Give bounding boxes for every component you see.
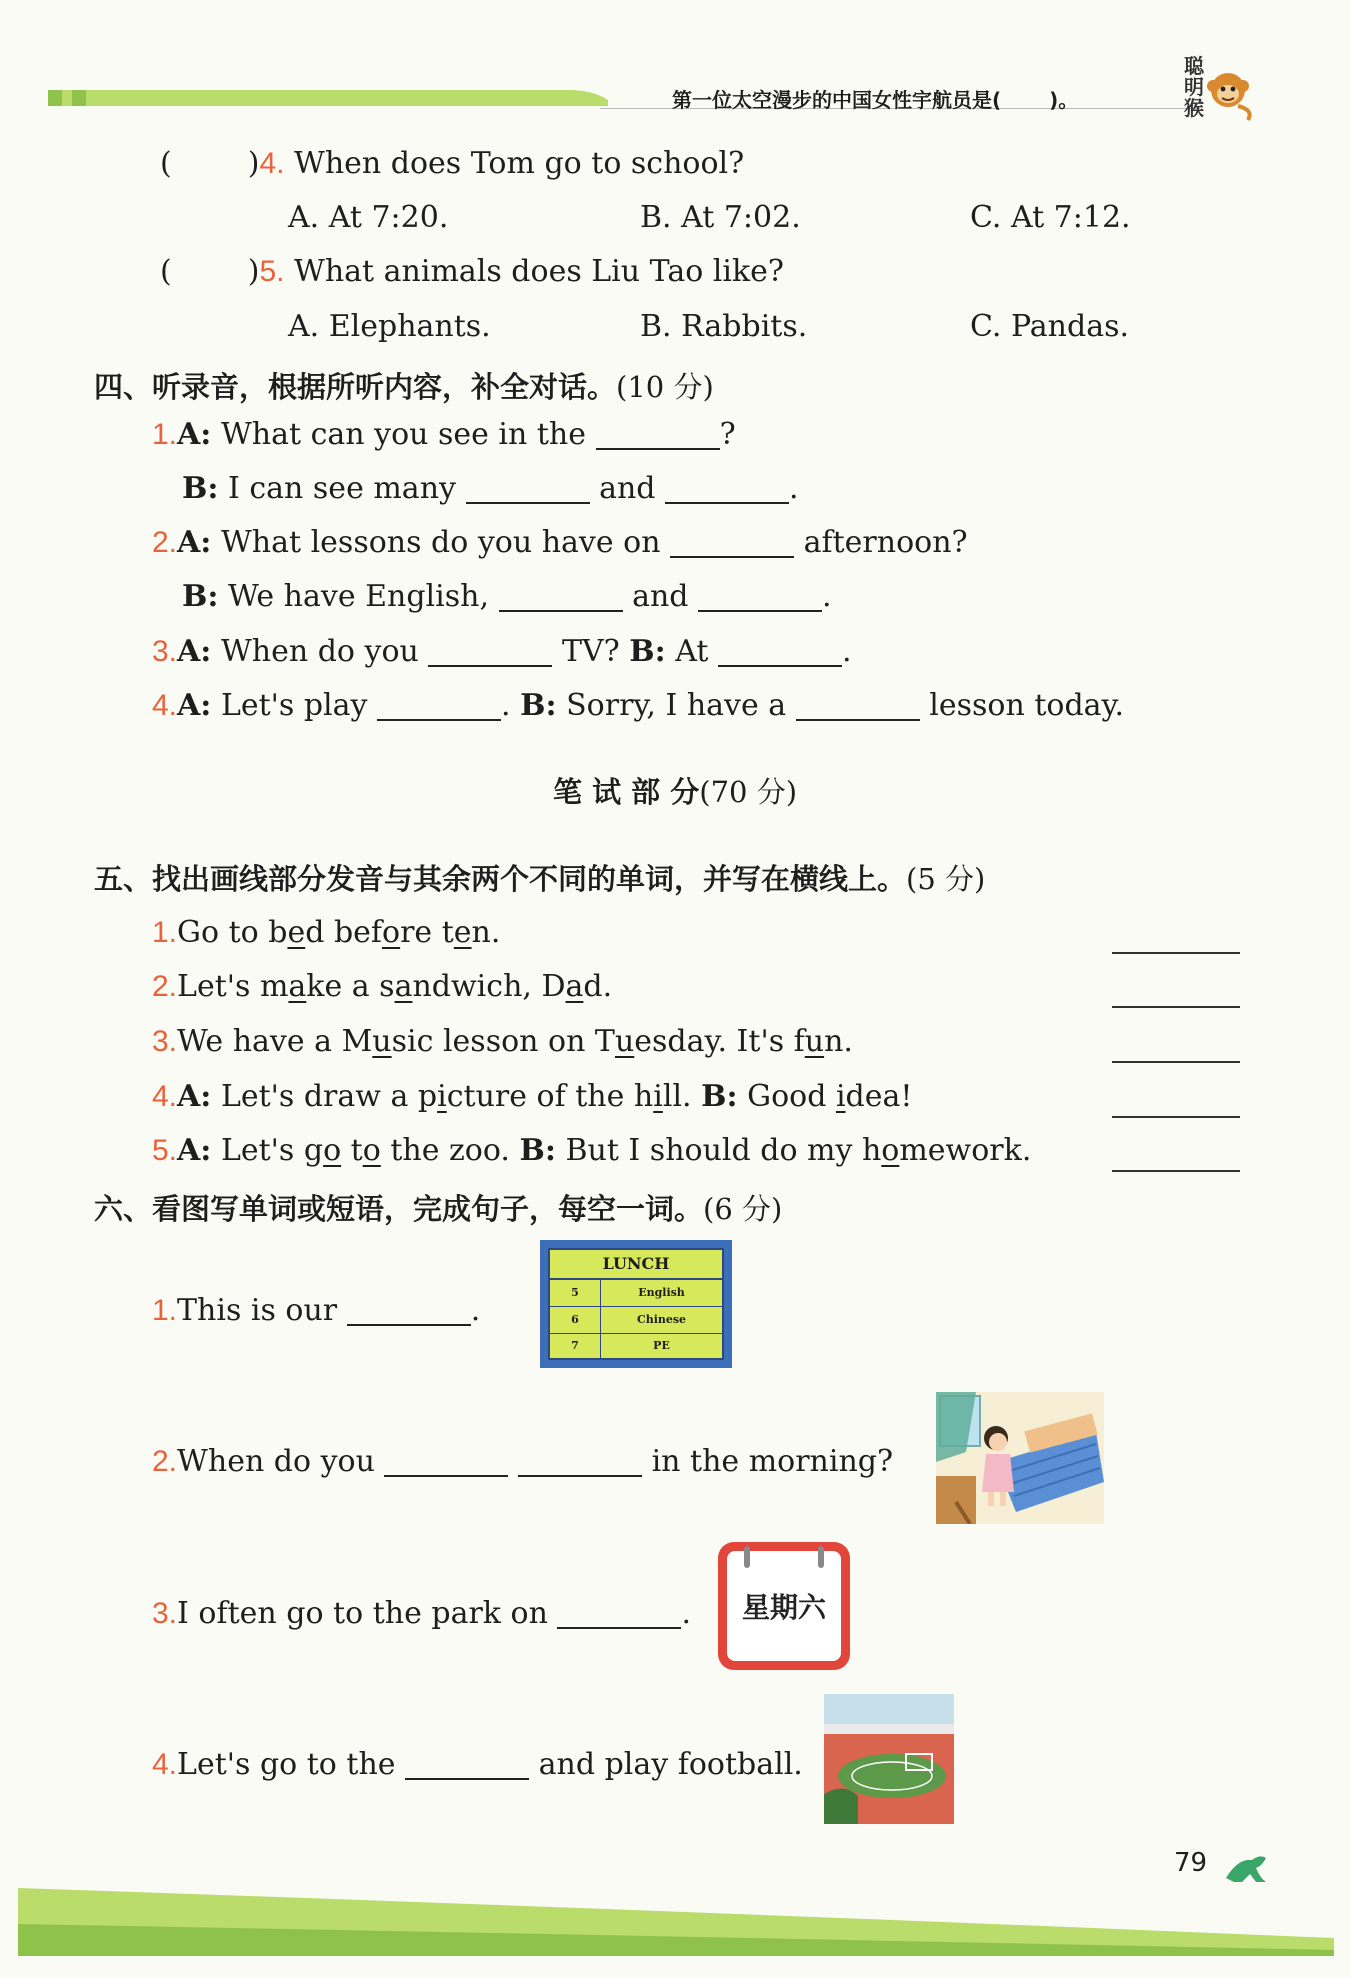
header-green-bar bbox=[48, 86, 608, 110]
calendar-icon bbox=[718, 1542, 850, 1670]
q4-option-a: A. At 7:20. bbox=[288, 200, 449, 235]
s4-item1-a: 1.A: What can you see in the ? bbox=[152, 417, 736, 452]
q4-option-b: B. At 7:02. bbox=[640, 200, 801, 235]
q5-option-c: C. Pandas. bbox=[970, 309, 1130, 344]
q4-option-c: C. At 7:12. bbox=[970, 200, 1131, 235]
section6-title: 六、看图写单词或短语，完成句子，每空一词。(6 分) bbox=[94, 1192, 783, 1226]
s5-item1: 1.Go to bed before ten. bbox=[152, 915, 501, 950]
calendar-day-text: 星期六 bbox=[727, 1551, 841, 1661]
s4-item3: 3.A: When do you TV? B: At . bbox=[152, 634, 852, 669]
s5-answer-1[interactable] bbox=[1112, 950, 1240, 954]
s4-item2-b: B: We have English, and . bbox=[182, 579, 832, 614]
footer-green-bar bbox=[18, 1880, 1334, 1956]
playground-illustration bbox=[824, 1694, 954, 1824]
s5-item5: 5.A: Let's go to the zoo. B: But I should do my homework. bbox=[152, 1133, 1032, 1168]
monkey-icon bbox=[1204, 64, 1258, 124]
written-part-heading: 笔 试 部 分(70 分) bbox=[552, 775, 798, 809]
s4-item1-b: B: I can see many and . bbox=[182, 471, 799, 506]
section4-title: 四、听录音，根据所听内容，补全对话。(10 分) bbox=[94, 370, 714, 404]
girl-bedroom-illustration bbox=[936, 1392, 1104, 1524]
timetable-image bbox=[540, 1240, 732, 1368]
section5-title: 五、找出画线部分发音与其余两个不同的单词，并写在横线上。(5 分) bbox=[94, 862, 986, 896]
s5-item2: 2.Let's make a sandwich, Dad. bbox=[152, 969, 613, 1004]
listening-q5: ( )5. What animals does Liu Tao like? bbox=[160, 254, 785, 289]
s6-item1: 1.This is our . bbox=[152, 1293, 481, 1328]
s4-item4: 4.A: Let's play . B: Sorry, I have a lesson today. bbox=[152, 688, 1125, 723]
s5-item3: 3.We have a Music lesson on Tuesday. It's fun. bbox=[152, 1024, 853, 1059]
s4-item2-a: 2.A: What lessons do you have on afternoon? bbox=[152, 525, 968, 560]
timetable-title: LUNCH bbox=[550, 1250, 722, 1280]
timetable-row: 5 English bbox=[550, 1280, 722, 1307]
s6-item2: 2.When do you in the morning? bbox=[152, 1444, 894, 1479]
s6-item3: 3.I often go to the park on . bbox=[152, 1596, 691, 1631]
s5-answer-5[interactable] bbox=[1112, 1168, 1240, 1172]
timetable-row: 7 PE bbox=[550, 1334, 722, 1358]
s5-answer-4[interactable] bbox=[1112, 1114, 1240, 1118]
q5-option-b: B. Rabbits. bbox=[640, 309, 808, 344]
s5-answer-3[interactable] bbox=[1112, 1059, 1240, 1063]
page-number: 79 bbox=[1174, 1848, 1208, 1878]
s6-item4: 4.Let's go to the and play football. bbox=[152, 1747, 803, 1782]
listening-q4: ( )4. When does Tom go to school? bbox=[160, 146, 745, 181]
timetable-row: 6 Chinese bbox=[550, 1307, 722, 1334]
s5-answer-2[interactable] bbox=[1112, 1004, 1240, 1008]
s5-item4: 4.A: Let's draw a picture of the hill. B: Good idea! bbox=[152, 1079, 913, 1114]
mascot-label: 聪明猴 bbox=[1184, 54, 1204, 120]
q5-option-a: A. Elephants. bbox=[288, 309, 491, 344]
header-question: 第一位太空漫步的中国女性宇航员是( )。 bbox=[672, 88, 1079, 112]
